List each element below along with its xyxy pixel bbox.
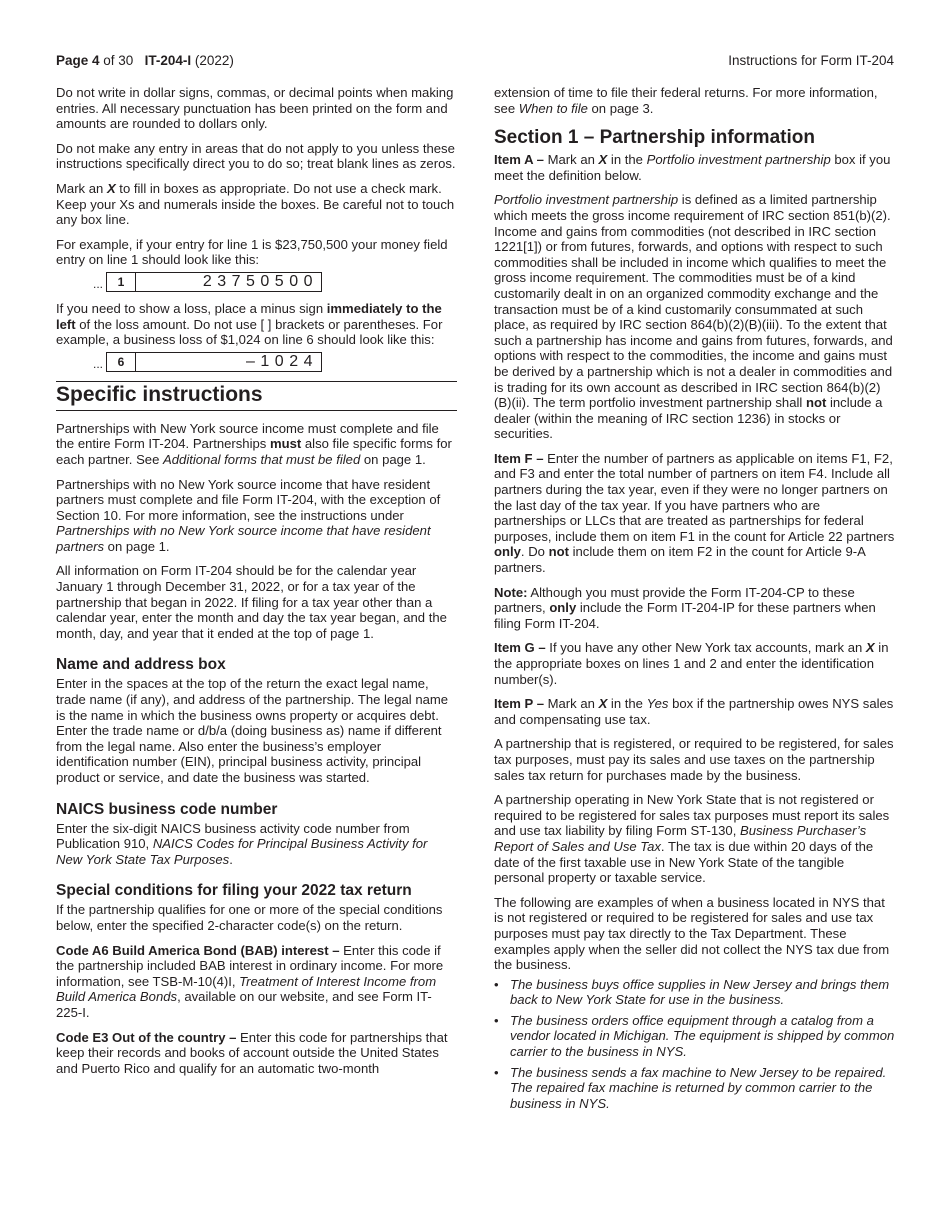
paragraph: Do not write in dollar signs, commas, or decimal points when making entries. All necessary punctuation has been printed on the form and amounts are rounded to dollars only.	[56, 85, 454, 132]
money-field-box	[106, 352, 322, 372]
section-heading: Section 1 – Partnership information	[494, 127, 815, 149]
page-header	[56, 53, 894, 71]
paragraph: Partnerships with New York source income must complete and file the entire Form IT-204. Partnerships must also file specific forms for each partner. See Additional forms that must be filed on page 1.	[56, 420, 452, 467]
paragraph: Code A6 Build America Bond (BAB) interest – Enter this code if the partnership included BAB interest in ordinary income. For more information, see TSB-M-10(4)I, Treatment of Interest Income from Build America Bonds, available on our website, and see Form IT-225-I.	[56, 942, 444, 1020]
list-item: • The business sends a fax machine to New Jersey to be repaired. The repaired fax machine is returned by common carrier to the business in NYS.	[494, 1065, 895, 1112]
paragraph: For example, if your entry for line 1 is $23,750,500 your money field entry on line 1 should look like this:	[56, 236, 448, 268]
item-label: Item F –	[494, 450, 544, 466]
money-field-box	[106, 272, 322, 292]
leader-dots: ...	[93, 276, 104, 291]
form-year: (2022)	[191, 53, 234, 68]
page-total: of 30	[99, 53, 134, 68]
money-field-value: –1024	[246, 352, 318, 370]
paragraph: Note: Although you must provide the Form IT-204-CP to these partners, only include the Form IT-204-IP for these partners when filing Form IT-204.	[494, 584, 876, 631]
paragraph: extension of time to file their federal returns. For more information, see When to file on page 3.	[494, 85, 878, 116]
example-entry-line-6	[56, 352, 457, 372]
code-label: Code E3 Out of the country –	[56, 1029, 237, 1045]
x-mark: X	[106, 180, 116, 196]
right-column	[494, 85, 895, 1116]
paragraph: If the partnership qualifies for one or more of the special conditions below, enter the specified 2-character code(s) on the return.	[56, 902, 443, 933]
item-label: Item P –	[494, 696, 544, 712]
paragraph: The following are examples of when a business located in NYS that is not registered or required to be registered for sales and use tax purposes must pay tax directly to the Tax Department. These examples apply when the seller did not collect the NYS tax due from the business.	[494, 894, 890, 973]
section-heading: Specific instructions	[56, 381, 457, 411]
page-header-left	[56, 53, 234, 68]
paragraph: Enter the six-digit NAICS business activity code number from Publication 910, NAICS Codes for Principal Business Activity for New York State Tax Purposes.	[56, 820, 428, 867]
example-entry-line-1	[56, 272, 457, 292]
paragraph: Enter in the spaces at the top of the return the exact legal name, trade name (if any), and address of the partnership. The legal name is the name in which the business owns property or acquires debt. Enter the trade name or d/b/a (doing business as) name if different from the legal name. Also enter the business’s employer identification number (EIN), principal business activity, principal product or service, and date the business was started.	[56, 676, 449, 785]
list-item: • The business buys office supplies in New Jersey and brings them back to New York State for use in the business.	[494, 977, 895, 1008]
note-label: Note:	[494, 584, 528, 600]
paragraph: Item G – If you have any other New York tax accounts, mark an X in the appropriate boxes on lines 1 and 2 and enter the identification number(s).	[494, 640, 889, 687]
line-number: 6	[107, 353, 136, 371]
left-column	[56, 85, 457, 1085]
item-label: Item A –	[494, 152, 544, 168]
code-label: Code A6 Build America Bond (BAB) interest –	[56, 942, 340, 958]
item-label: Item G –	[494, 640, 546, 656]
subheading: Special conditions for filing your 2022 tax return	[56, 882, 412, 900]
example-list	[494, 977, 895, 1112]
document-title: Instructions for Form IT-204	[728, 53, 894, 68]
list-item: • The business orders office equipment through a catalog from a vendor located in Michigan. The equipment is shipped by common carrier to the business in NYS.	[494, 1013, 895, 1060]
paragraph: Portfolio investment partnership is defined as a limited partnership which meets the gross income requirement of IRC section 851(b)(2). Income and gains from commodities (not described in IRC section 1221[1]) or from futures, forwards, and options with respect to such commodities shall be included in income which qualifies to meet the gross income requirement. The commodities must be of a kind customarily dealt in on an organized commodity exchange and the transaction must be of a kind customarily consummated at such place, as required by IRC section 864(b)(2)(B)(iii). To the extent that such a partnership has income and gains from futures, forwards, and options with respect to the commodities, the income and gains must be derived by a partnership which is not a dealer in commodities and is trading for its own account as described in IRC section 864(b)(2)(B)(ii). The term portfolio investment partnership shall not include a dealer (within the meaning of IRC section 1236) in stocks or securities.	[494, 192, 893, 442]
form-id: IT-204-I	[144, 53, 192, 68]
paragraph: Partnerships with no New York source income that have resident partners must complete and file Form IT-204, with the exception of Section 10. For more information, see the instructions under Partnerships with no New York source income that have resident partners on page 1.	[56, 476, 441, 554]
subheading: Name and address box	[56, 656, 226, 674]
paragraph: Item F – Enter the number of partners as applicable on items F1, F2, and F3 and enter the total number of partners on item F4. Include all partners during the tax year, even if they were no longer partners on the last day of the tax year. If you have partners who are partnerships or LLCs that are treated as partnerships for federal purposes, include them on item F1 in the count for Article 22 partners only. Do not include them on item F2 in the count for Article 9-A partners.	[494, 450, 895, 576]
paragraph: Item P – Mark an X in the Yes box if the partnership owes NYS sales and compensating use tax.	[494, 696, 894, 727]
paragraph: If you need to show a loss, place a minus sign immediately to the left of the loss amount. Do not use [ ] brackets or parentheses. For example, a business loss of $1,024 on line 6 should look like this:	[56, 300, 443, 348]
money-field-value: 23750500	[202, 272, 318, 290]
leader-dots: ...	[93, 356, 104, 371]
paragraph: Mark an X to fill in boxes as appropriate. Do not use a check mark. Keep your Xs and numerals inside the boxes. Be careful not to touch any box line.	[56, 180, 455, 228]
paragraph: All information on Form IT-204 should be for the calendar year January 1 through December 31, 2022, or for a tax year of the partnership that began in 2022. If filing for a tax year other than a calendar year, enter the month and day the tax year began, and the month, day, and year that it ended at the top of page 1.	[56, 563, 447, 641]
subheading: NAICS business code number	[56, 800, 278, 818]
paragraph: A partnership operating in New York State that is not registered or required to be registered for sales tax purposes must report its sales and use tax liability by filing Form ST-130, Business Purchaser’s Report of Sales and Use Tax. The tax is due within 20 days of the date of the first taxable use in New York State of the tangible personal property or taxable service.	[494, 792, 890, 886]
line-number: 1	[107, 273, 136, 291]
paragraph: Item A – Mark an X in the Portfolio investment partnership box if you meet the definition below.	[494, 152, 891, 183]
page-number: Page 4	[56, 53, 100, 68]
paragraph: A partnership that is registered, or required to be registered, for sales tax purposes, must pay its sales and use taxes on the partnership sales tax return for purchases made by the business.	[494, 736, 894, 783]
paragraph: Do not make any entry in areas that do not apply to you unless these instructions specifically direct you to do so; treat blank lines as zeros.	[56, 140, 456, 172]
paragraph: Code E3 Out of the country – Enter this code for partnerships that keep their records and books of account outside the United States and Puerto Rico and qualify for an automatic two-month	[56, 1029, 448, 1076]
